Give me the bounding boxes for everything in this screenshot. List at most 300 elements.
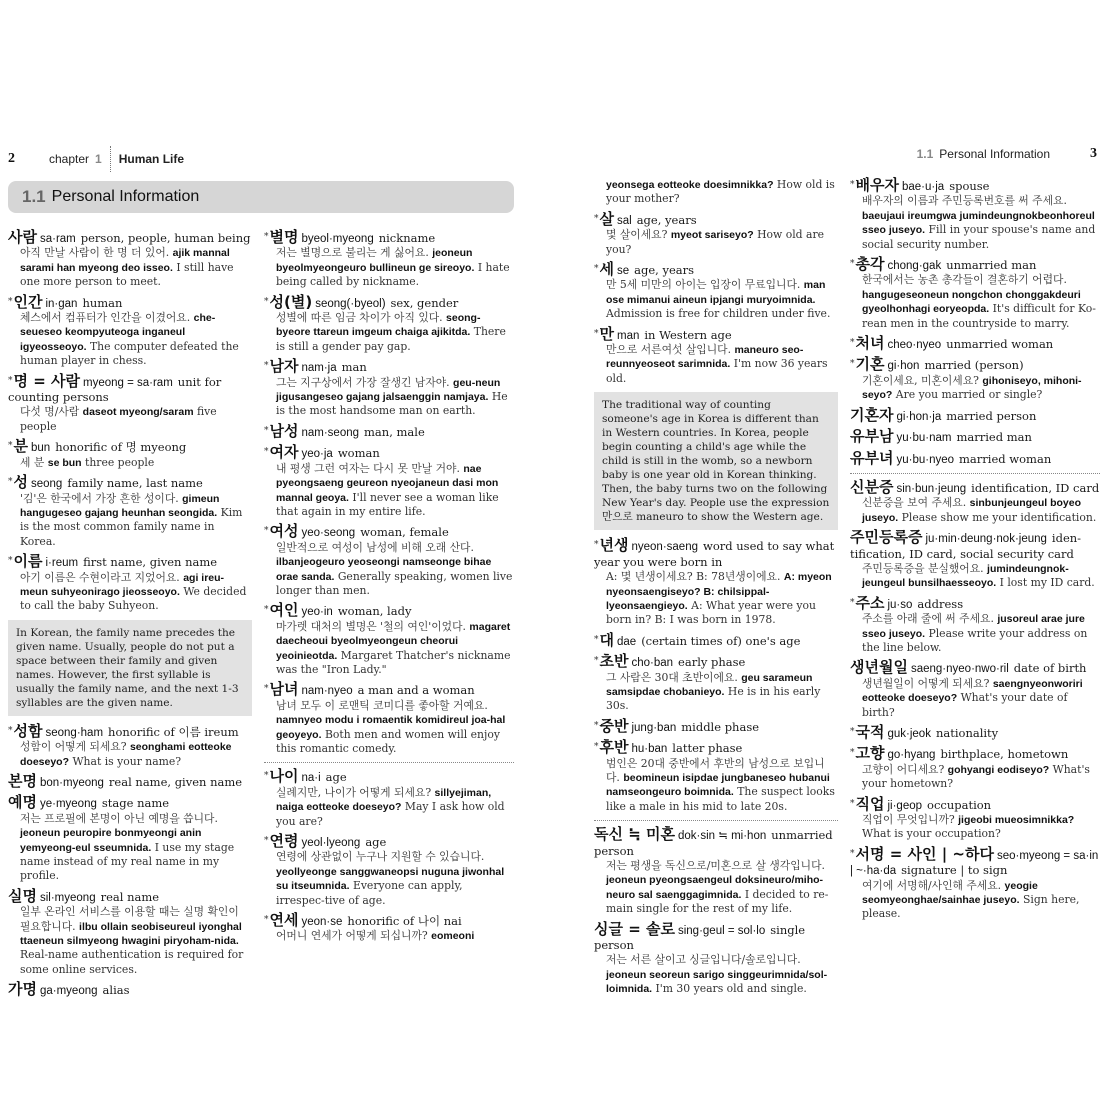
romanization: bae·u·ja	[901, 181, 945, 193]
column-4	[850, 178, 1100, 927]
definition: age, years	[634, 263, 695, 278]
example-translation: Admission is free for children under five.	[606, 307, 831, 321]
headword: 년생	[599, 536, 629, 555]
definition: address	[917, 596, 964, 611]
headword: 중반	[599, 716, 629, 735]
headword: 배우자	[855, 176, 899, 194]
definition: stage name	[101, 796, 170, 811]
entry-head	[8, 554, 252, 570]
romanization: se	[617, 265, 630, 278]
dictionary-entry	[850, 530, 1100, 591]
dictionary-entry	[8, 292, 252, 369]
entry-head	[8, 771, 252, 790]
headword: 본명	[8, 771, 37, 790]
example-korean: 성별에 따른 임금 차이가 아직 있다.	[276, 311, 443, 325]
example	[850, 194, 1100, 252]
example	[8, 492, 252, 550]
entry-head	[850, 429, 1100, 445]
star-icon: *	[594, 720, 599, 731]
example-translation: Everyone can apply, irrespec-tive of age.	[276, 879, 463, 907]
example-romanization: ilbu ollain seobiseureul iyonghal ttaeneun silmyeong hwagini piryoham-nida.	[20, 920, 242, 948]
dictionary-entry	[850, 660, 1100, 720]
example-romanization: A: myeon nyeonsaengiseyo? B: chilsippal-lyeonsaengieyo.	[606, 571, 832, 612]
star-icon: *	[850, 727, 855, 737]
example-korean: '김'은 한국에서 가장 흔한 성이다.	[20, 491, 179, 505]
example-romanization: jusoreul arae jure sseo juseyo.	[862, 613, 1085, 640]
divider	[850, 473, 1100, 474]
star-icon: *	[8, 375, 13, 386]
entry-head	[264, 682, 514, 698]
headword: 초반	[599, 652, 629, 671]
example-korean: 아직 만날 사람이 한 명 더 있어.	[20, 246, 170, 260]
headword: 국적	[855, 723, 885, 741]
entry-head	[850, 178, 1100, 194]
romanization: yeo·ja	[301, 448, 333, 461]
headword: 남성	[269, 421, 299, 440]
example-korean: 만 5세 미만의 아이는 입장이 무료입니다.	[606, 278, 801, 292]
star-icon: *	[850, 338, 855, 349]
dictionary-entry	[850, 357, 1100, 402]
dictionary-entry	[8, 886, 252, 977]
headword: 생년월일	[850, 658, 908, 677]
definition: age, years	[636, 212, 697, 227]
headword: 인간	[13, 292, 43, 311]
column-1	[8, 230, 252, 1004]
definition: early phase	[678, 655, 746, 670]
entry-head	[8, 230, 252, 246]
example-translation: There is still a gender pay gap.	[276, 325, 506, 353]
example-romanization: yeogie seomyeonghae/sainhae juseyo.	[862, 879, 1038, 907]
definition: real name	[100, 889, 160, 904]
example-romanization: hangugeseoneun nongchon chonggakdeuri gyeolhonhagi eoryeopda.	[862, 288, 1081, 316]
example-korean: 남녀 모두 이 로맨틱 코미디를 좋아할 거예요.	[276, 698, 488, 712]
example-romanization: nae pyeongsaeng geureon nyeojaneun dasi mon mannal geoya.	[276, 462, 499, 504]
example	[594, 343, 838, 386]
example	[850, 612, 1100, 655]
entry-head	[850, 357, 1100, 373]
chapter-title: Human Life	[118, 152, 185, 166]
definition: first name, given name	[83, 555, 218, 570]
example-romanization: ajik mannal sarami han myeong deo isseo.	[20, 247, 230, 274]
example-romanization: daseot myeong/saram	[82, 406, 194, 419]
example	[8, 740, 252, 769]
romanization: ye·myeong	[39, 798, 97, 811]
romanization: seong	[31, 478, 63, 491]
romanization: sal	[617, 214, 632, 227]
headword: 세	[599, 260, 614, 279]
example	[8, 311, 252, 369]
romanization: gi·hon·ja	[896, 410, 942, 423]
example-romanization: baeujaui ireumgwa jumindeungnokbeonhoreul sseo juseyo.	[862, 209, 1095, 237]
dictionary-entry	[264, 913, 514, 944]
example-romanization: maneuro seo-reunnyeoseot sarimnida.	[606, 344, 804, 371]
definition: woman	[337, 446, 380, 461]
definition: woman, female	[360, 525, 449, 540]
example-korean: 마가렛 대처의 별명은 '철의 여인'이었다.	[276, 619, 466, 633]
column-2	[264, 230, 514, 949]
definition: man, male	[364, 424, 425, 439]
example-korean: 신분증을 보여 주세요.	[862, 496, 967, 510]
left-page-number: 2	[8, 151, 15, 166]
example-korean: 주민등록증을 분실했어요.	[862, 561, 984, 575]
divider	[264, 762, 514, 763]
headword: 연령	[269, 832, 299, 851]
entry-head	[850, 660, 1100, 676]
romanization: ga·myeong	[39, 985, 98, 998]
dictionary-entry	[850, 746, 1100, 791]
example	[8, 246, 252, 289]
star-icon: *	[850, 180, 855, 190]
example	[264, 850, 514, 908]
star-icon: *	[8, 556, 13, 567]
romanization: chong·gak	[887, 260, 942, 273]
definition: date of birth	[1013, 661, 1087, 676]
example-korean: 저는 서른 살이고 싱글입니다/솔로입니다.	[606, 953, 801, 967]
example-translation: The computer defeated the human player in chess.	[20, 339, 239, 368]
entry-head	[264, 603, 514, 619]
example-romanization: jeoneun peuropire bonmyeongi anin yemyeong-eul sseumnida.	[20, 827, 202, 854]
example	[850, 813, 1100, 842]
example-translation: What is your occupation?	[862, 827, 1001, 841]
definition: (certain times of) one's age	[641, 633, 801, 648]
definition: in Western age	[644, 327, 732, 342]
romanization: go·hyang	[887, 749, 936, 762]
example-korean: 고향이 어디세요?	[862, 762, 945, 776]
romanization: in·gan	[45, 297, 78, 310]
example-romanization: myeot sariseyo?	[670, 229, 754, 242]
definition: unmarried woman	[946, 337, 1054, 352]
example-translation: three people	[85, 455, 155, 469]
example	[8, 905, 252, 977]
star-icon: *	[264, 425, 269, 436]
dictionary-entry	[594, 919, 838, 997]
headword: 여자	[269, 443, 299, 462]
dictionary-entry	[850, 725, 1100, 741]
romanization: man	[617, 329, 640, 342]
romanization: bun	[31, 442, 51, 455]
example-translation: I'm 30 years old and single.	[655, 982, 807, 996]
dictionary-entry	[594, 178, 838, 207]
right-page-number: 3	[1090, 146, 1097, 161]
example	[8, 812, 252, 884]
example-romanization: agi ireu-meun suhyeonirago jieosseoyo.	[20, 571, 225, 598]
headword: 만	[599, 324, 614, 343]
dictionary-entry	[594, 827, 838, 916]
dictionary-entry	[594, 740, 838, 814]
dictionary-entry	[594, 630, 838, 649]
romanization: dae	[617, 635, 637, 648]
romanization: yeol·lyeong	[301, 837, 361, 850]
romanization: seong(·byeol)	[315, 297, 386, 310]
example-korean: 저는 평생을 독신으로/미혼으로 살 생각입니다.	[606, 859, 825, 872]
example-translation: Kim is the most common family name in Korea.	[20, 505, 243, 548]
headword: 처녀	[855, 334, 885, 353]
note-korean-age: The traditional way of counting someone's age in Korea is different than in Western countries. In Korea, people begin counting a child's age while the child is still in the womb, so a newborn baby is one year old in Korean thinking. Then, the baby turns two on the following New Year's day. People use the expression 만으로 maneuro to show the Western age.	[594, 392, 838, 530]
example-translation: Margaret Thatcher's nickname was the "Iron Lady."	[276, 648, 511, 676]
example-korean: 체스에서 컴퓨터가 인간을 이겼어요.	[20, 311, 191, 325]
star-icon: *	[264, 447, 269, 458]
example-korean: 주소를 아래 줄에 써 주세요.	[862, 612, 994, 626]
example-romanization: gihoniseyo, mihoni-seyo?	[862, 374, 1082, 402]
example-translation: Real-name authentication is required for some online services.	[20, 948, 244, 976]
example	[594, 570, 838, 628]
romanization: sing·geul = sol·lo	[677, 924, 766, 937]
romanization: gi·hon	[887, 360, 920, 373]
definition: woman, lady	[337, 604, 412, 619]
headword: 실명	[8, 886, 37, 905]
entry-head	[850, 530, 1100, 562]
star-icon: *	[850, 259, 855, 270]
example-translation: What's your date of birth?	[862, 691, 1068, 719]
headword: 고향	[855, 744, 885, 763]
example	[850, 496, 1100, 525]
right-section-title: Personal Information	[939, 147, 1050, 161]
star-icon: *	[850, 798, 855, 809]
example-romanization: sillyejiman, naiga eotteoke doeseyo?	[276, 786, 492, 814]
entry-head	[850, 336, 1100, 352]
headword: 명 = 사람	[13, 371, 80, 390]
dictionary-entry	[8, 795, 252, 883]
dictionary-entry	[264, 834, 514, 908]
example	[8, 405, 252, 434]
headword: 사람	[8, 228, 37, 246]
definition: identification, ID card	[971, 480, 1100, 495]
headword: 남자	[269, 357, 299, 376]
star-icon: *	[594, 540, 599, 551]
example-romanization: che-seueseo keompyuteoga inganeul igyeosseoyo.	[20, 312, 216, 353]
example-translation: I decided to re-main single for the rest of my life.	[606, 887, 829, 916]
entry-head	[850, 593, 1100, 612]
romanization: sin·bun·jeung	[896, 482, 967, 495]
headword: 기혼	[855, 355, 885, 374]
romanization: na·i	[301, 772, 321, 785]
example-romanization: seong-byeore ttareun imgeum chaiga ajikitda.	[276, 312, 481, 339]
headword: 신분증	[850, 477, 894, 496]
example-korean: 기혼이세요, 미혼이세요?	[862, 373, 979, 387]
definition: married man	[956, 430, 1032, 445]
dictionary-entry	[8, 230, 252, 290]
romanization: nam·nyeo	[301, 685, 353, 698]
star-icon: *	[594, 213, 599, 224]
example-romanization: man ose mimanui aineun ipjangi muryoimnida.	[606, 279, 826, 306]
example-korean: 아기 이름은 수현이라고 지었어요.	[20, 570, 180, 584]
definition: signature | to sign	[901, 863, 1008, 878]
entry-head	[594, 324, 838, 343]
entry-head	[850, 844, 1100, 879]
entry-head	[850, 405, 1100, 424]
example-korean: 세 분	[20, 455, 45, 469]
definition: unmarried man	[946, 258, 1037, 273]
example-translation: We decided to call the baby Suhyeon.	[20, 584, 247, 613]
dictionary-entry	[850, 257, 1100, 331]
headword: 독신 ≒ 미혼	[594, 825, 675, 844]
example-translation: The suspect looks like a male in his mid to late 20s.	[606, 785, 835, 813]
definition: real name, given name	[108, 774, 243, 789]
dictionary-entry	[264, 421, 514, 440]
entry-head	[594, 919, 838, 954]
example-korean: 생년월일이 어떻게 되세요?	[862, 676, 990, 690]
example-korean: 성함이 어떻게 되세요?	[20, 740, 127, 754]
headword: 이름	[13, 552, 43, 571]
example	[850, 562, 1100, 591]
example-translation: Please write your address on the line below.	[862, 626, 1088, 654]
definition: sex, gender	[390, 295, 459, 310]
example-romanization: se bun	[47, 456, 82, 469]
definition: word used to say what year you were born in	[594, 539, 835, 569]
headword: 별명	[269, 228, 299, 246]
example	[264, 462, 514, 520]
example	[264, 541, 514, 599]
definition: birthplace, hometown	[940, 747, 1069, 762]
romanization: dok·sin ≒ mi·hon	[677, 830, 767, 843]
section-banner	[8, 181, 514, 213]
example	[594, 278, 838, 321]
entry-head	[264, 421, 514, 440]
definition: nickname	[378, 231, 436, 245]
entry-head	[264, 292, 514, 311]
definition: human	[82, 295, 123, 310]
romanization: i·reum	[45, 557, 79, 570]
entry-head	[264, 524, 514, 540]
example-romanization: jeoneun pyeongsaengeul doksineuro/miho-neuro sal saenggagimnida.	[606, 874, 824, 901]
chapter-word: chapter	[49, 152, 90, 166]
definition: married (person)	[924, 358, 1024, 373]
entry-head	[850, 448, 1100, 467]
headword: 연세	[269, 911, 299, 930]
entry-head	[264, 913, 514, 929]
entry-head	[264, 359, 514, 375]
dictionary-entry	[594, 209, 838, 257]
entry-head	[850, 794, 1100, 813]
example	[264, 699, 514, 757]
entry-head	[8, 292, 252, 311]
example-korean: 몇 살이세요?	[606, 228, 668, 242]
entry-head	[264, 445, 514, 461]
star-icon: *	[850, 597, 855, 608]
example-korean: 연령에 상관없이 누구나 지원할 수 있습니다.	[276, 850, 485, 864]
headword: 대	[599, 630, 614, 649]
dictionary-entry	[850, 178, 1100, 252]
dictionary-entry	[850, 336, 1100, 352]
example	[850, 879, 1100, 922]
entry-head	[850, 725, 1100, 741]
entry-head	[8, 371, 252, 406]
romanization: sa·ram	[39, 233, 76, 245]
romanization: seo·myeong = sa·in | ~·ha·da	[850, 849, 1099, 878]
definition: alias	[102, 983, 130, 998]
definition: latter phase	[672, 741, 743, 756]
definition: occupation	[927, 797, 992, 812]
dictionary-entry	[8, 371, 252, 435]
dictionary-entry	[850, 794, 1100, 842]
entry-head	[594, 716, 838, 735]
dictionary-entry	[594, 262, 838, 322]
star-icon: *	[594, 742, 599, 753]
example-translation: What's your hometown?	[862, 762, 1090, 791]
headword: 유부녀	[850, 448, 894, 467]
star-icon: *	[264, 605, 269, 616]
right-section-number: 1.1	[916, 147, 934, 161]
romanization: guk·jeok	[887, 728, 931, 740]
entry-head	[594, 827, 838, 859]
dictionary-entry	[264, 682, 514, 756]
definition: unmarried person	[594, 828, 833, 858]
dictionary-entry	[8, 439, 252, 470]
entry-head	[850, 477, 1100, 496]
romanization: ju·min·deung·nok·jeung	[925, 533, 1047, 546]
example-translation: He is the most handsome man on earth.	[276, 390, 508, 418]
entry-head	[8, 795, 252, 811]
example-translation: Fill in your spouse's name and social security number.	[862, 223, 1096, 251]
entry-head	[594, 262, 838, 278]
romanization: jung·ban	[631, 721, 677, 734]
entry-head	[594, 209, 838, 228]
star-icon: *	[264, 836, 269, 847]
romanization: ju·so	[887, 598, 913, 611]
example	[264, 929, 514, 943]
example	[8, 456, 252, 470]
example-romanization: jeoneun seoreun sarigo singgeurimnida/sol-loimnida.	[606, 968, 828, 996]
example-romanization: sinbunjeungeul boyeo juseyo.	[862, 497, 1082, 524]
example-translation: Please show me your identification.	[901, 510, 1097, 524]
example	[594, 671, 838, 714]
example-korean: 배우자의 이름과 주민등록번호를 써 주세요.	[862, 194, 1067, 208]
romanization: yu·bu·nam	[896, 432, 952, 445]
left-page-header	[8, 146, 184, 172]
entry-head	[8, 982, 252, 998]
section-number: 1.1	[22, 187, 46, 206]
example-translation: Generally speaking, women live longer than men.	[276, 569, 513, 597]
headword: 후반	[599, 738, 629, 757]
entry-head	[8, 721, 252, 740]
example-translation: I use my stage name instead of my real name in my profile.	[20, 840, 235, 883]
headword: 예명	[8, 793, 37, 812]
example	[594, 228, 838, 257]
dictionary-entry	[264, 359, 514, 419]
star-icon: *	[8, 477, 13, 488]
dictionary-entry	[264, 445, 514, 519]
example-translation: I'll never see a woman like that again in my entire life.	[276, 490, 499, 518]
chapter-number: 1	[95, 152, 102, 166]
headword: 주민등록증	[850, 528, 923, 547]
entry-head	[8, 886, 252, 905]
divider	[594, 820, 838, 821]
example-korean: 그는 지구상에서 가장 잘생긴 남자야.	[276, 375, 450, 389]
example-korean: 저는 별명으로 불리는 게 싫어요.	[276, 246, 429, 260]
dictionary-entry	[264, 769, 514, 829]
headword: 성	[13, 473, 28, 492]
romanization: nyeon·saeng	[631, 541, 698, 554]
example-korean: 범인은 20대 중반에서 후반의 남성으로 보입니다.	[606, 756, 825, 784]
example-translation: Sign here, please.	[862, 893, 1080, 921]
example-korean: 실례지만, 나이가 어떻게 되세요?	[276, 785, 432, 799]
example-romanization: jigeobi mueosimnikka?	[958, 814, 1075, 827]
example	[264, 620, 514, 678]
example	[594, 757, 838, 815]
headword: 유부남	[850, 427, 894, 446]
example-romanization: namnyeo modu i romaentik komidireul joa-hal geoyeyo.	[276, 714, 506, 741]
dictionary-entry	[264, 524, 514, 598]
example-translation: I still have one more person to meet.	[20, 260, 234, 289]
example-korean: 만으로 서른여섯 살입니다.	[606, 343, 732, 357]
romanization: seong·ham	[45, 726, 104, 739]
example-translation: May I ask how old you are?	[276, 800, 505, 828]
romanization: saeng·nyeo·nwo·ril	[910, 663, 1009, 676]
definition: man	[341, 360, 367, 375]
entry-head	[264, 834, 514, 850]
example-translation: Both men and women will enjoy this romantic comedy.	[276, 727, 500, 755]
star-icon: *	[850, 748, 855, 759]
